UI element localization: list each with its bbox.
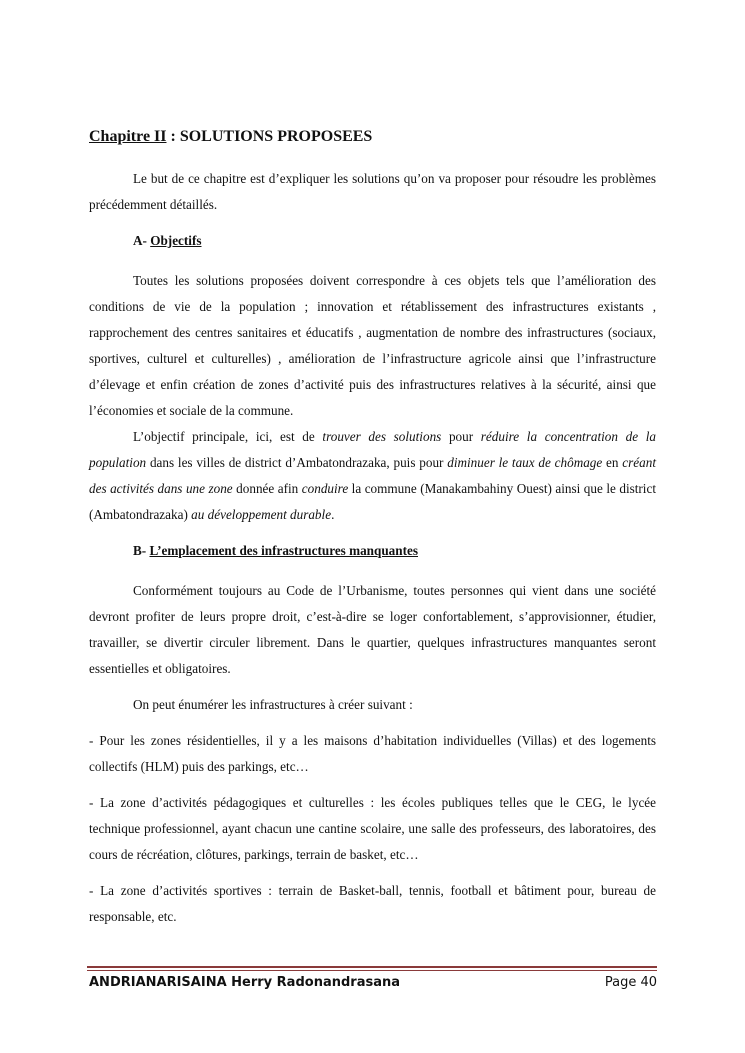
text-run: pour <box>441 429 481 444</box>
chapter-title-text: : SOLUTIONS PROPOSEES <box>166 128 373 145</box>
italic-run: diminuer le taux de chômage <box>447 455 603 470</box>
footer-divider <box>87 966 657 968</box>
chapter-title <box>89 126 656 148</box>
section-a-heading <box>89 228 656 254</box>
urbanism-paragraph: Conformément toujours au Code de l’Urbanisme, toutes personnes qui vient dans une société devront profiter de leurs propre droit, c’est-à-dire se loger confortablement, s’approvisionner, étudier, travailler, se divertir circuler librement. Dans le quartier, quelques infrastructures manquantes seront essentielles et obligatoires. <box>89 583 656 676</box>
section-a-prefix: A- <box>133 233 151 248</box>
objective-principal-paragraph <box>89 424 656 528</box>
text-run: . <box>331 507 335 522</box>
italic-run: trouver des solutions <box>322 429 442 444</box>
text-run: donnée afin <box>232 481 302 496</box>
footer-author: ANDRIANARISAINA Herry Radonandrasana <box>89 975 401 990</box>
text-run: en <box>602 455 623 470</box>
text-run: dans les villes de district d’Ambatondrazaka, puis pour <box>146 455 448 470</box>
section-b-heading <box>89 538 656 564</box>
italic-run: créant des activités dans une zone <box>89 455 656 496</box>
italic-run: conduire <box>301 481 349 496</box>
italic-run: réduire la concentration de la population <box>89 429 656 470</box>
text-run: la commune (Manakambahiny Ouest) ainsi que le district (Ambatondrazaka) <box>89 481 656 522</box>
section-b-prefix: B- <box>133 543 150 558</box>
page-content <box>89 126 656 930</box>
text-run: L’objectif principale, ici, est de <box>133 429 323 444</box>
italic-run: au développement durable <box>191 507 332 522</box>
page-number: Page 40 <box>604 975 657 990</box>
list-item-pedagogical: - La zone d’activités pédagogiques et culturelles : les écoles publiques telles que le CEG, le lycée technique professionnel, ayant chacun une cantine scolaire, une salle des professeurs, des laboratoires, des cours de récréation, clôtures, parkings, terrain de basket, etc… <box>89 795 656 862</box>
objectives-paragraph: Toutes les solutions proposées doivent correspondre à ces objets tels que l’amélioration des conditions de vie de la population ; innovation et rétablissement des infrastructures existants , rapprochement des centres sanitaires et éducatifs , augmentation de nombre des infrastructures (sociaux, sportives, culturel et culturelles) , amélioration de l’infrastructure agricole ainsi que l’infrastructure d’élevage et enfin création de zones d’activité puis des infrastructures relatives à la sécurité, ainsi que l’économies et sociale de la commune. <box>89 273 656 418</box>
footer-divider-thin <box>87 970 657 971</box>
intro-paragraph: Le but de ce chapitre est d’expliquer les solutions qu’on va proposer pour résoudre les problèmes précédemment détaillés. <box>89 171 656 212</box>
chapter-label: Chapitre II <box>89 128 167 145</box>
section-a-title: Objectifs <box>150 233 202 248</box>
enumeration-intro: On peut énumérer les infrastructures à créer suivant : <box>133 697 413 712</box>
section-b-title: L’emplacement des infrastructures manquantes <box>149 543 418 558</box>
list-item-residential: - Pour les zones résidentielles, il y a les maisons d’habitation individuelles (Villas) et des logements collectifs (HLM) puis des parkings, etc… <box>89 733 656 774</box>
list-item-sports: - La zone d’activités sportives : terrain de Basket-ball, tennis, football et bâtiment pour, bureau de responsable, etc. <box>89 883 656 924</box>
